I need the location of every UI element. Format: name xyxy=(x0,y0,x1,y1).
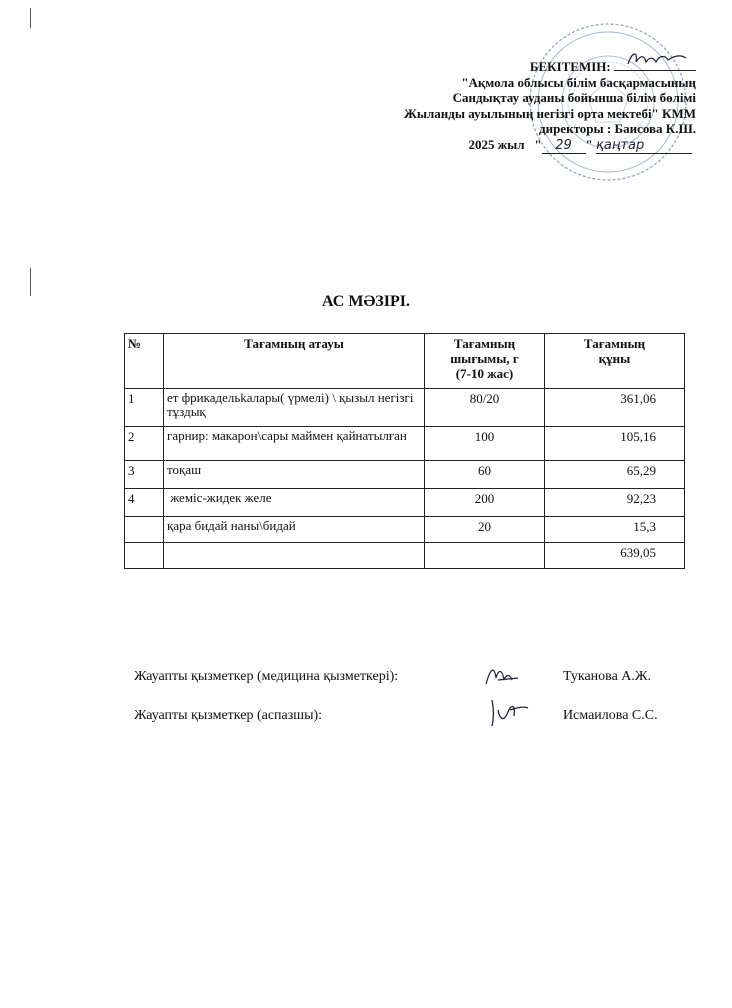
header-name: Тағамның атауы xyxy=(164,334,425,389)
row-name: жеміс-жидек желе xyxy=(164,489,425,517)
table-header-row xyxy=(125,334,685,389)
row-price: 92,23 xyxy=(545,489,685,517)
table-row xyxy=(125,427,685,461)
header-output-line2: шығымы, г xyxy=(450,351,519,366)
row-name: тоқаш xyxy=(164,461,425,489)
approval-heading: БЕКІТЕМІН: xyxy=(529,59,611,74)
approval-day: 29 xyxy=(542,138,586,155)
cook-label: Жауапты қызметкер (аспазшы): xyxy=(134,708,323,723)
scan-edge-mid xyxy=(30,268,31,296)
approval-heading-line xyxy=(276,58,696,75)
scan-edge-top xyxy=(30,8,31,28)
row-num: 2 xyxy=(125,427,164,461)
approval-date-line: 2025 жыл " 29 " қаңтар xyxy=(276,137,696,155)
header-num: № xyxy=(125,334,164,389)
header-output-line1: Тағамның xyxy=(453,336,516,351)
row-output: 60 xyxy=(425,461,545,489)
row-name: қара бидай наны\бидай xyxy=(164,517,425,543)
table-row xyxy=(125,489,685,517)
table-total-row xyxy=(125,543,685,569)
approval-line-3: Жыланды ауылының негізгі орта мектебі" КММ xyxy=(403,105,696,121)
medical-staff-label: Жауапты қызметкер (медицина қызметкері): xyxy=(134,669,399,684)
row-num: 3 xyxy=(125,461,164,489)
header-price-line2: құны xyxy=(598,351,631,366)
approval-line-2: Сандықтау ауданы бойынша білім бөлімі xyxy=(452,90,696,105)
row-price: 15,3 xyxy=(545,517,685,543)
approval-block xyxy=(276,58,696,154)
row-num xyxy=(125,517,164,543)
row-num: 4 xyxy=(125,489,164,517)
row-name: ет фрикадельkалары( үрмелі) \ қызыл негізгі тұздық xyxy=(164,389,425,427)
row-num: 1 xyxy=(125,389,164,427)
medical-staff-name: Туканова А.Ж. xyxy=(563,669,651,684)
row-output: 80/20 xyxy=(425,389,545,427)
menu-table xyxy=(124,333,685,569)
approval-month: қаңтар xyxy=(596,138,692,155)
approval-line-1: "Ақмола облысы білім басқармасының xyxy=(461,74,696,90)
table-row xyxy=(125,461,685,489)
page-title: АС МӘЗІРІ. xyxy=(322,293,410,310)
table-row xyxy=(125,517,685,543)
header-price xyxy=(545,334,685,389)
row-output: 100 xyxy=(425,427,545,461)
cook-name: Исмаилова С.С. xyxy=(563,708,658,723)
medical-staff-signature xyxy=(482,660,526,690)
row-price: 105,16 xyxy=(545,427,685,461)
table-row xyxy=(125,389,685,427)
row-price: 361,06 xyxy=(545,389,685,427)
cook-signature xyxy=(486,696,532,730)
header-price-line1: Тағамның xyxy=(583,336,646,351)
header-output-line3: (7-10 жас) xyxy=(455,366,514,381)
row-price: 65,29 xyxy=(545,461,685,489)
row-output: 200 xyxy=(425,489,545,517)
row-output: 20 xyxy=(425,517,545,543)
approval-line-4: директоры : Баисова К.Ш. xyxy=(539,121,696,136)
row-name: гарнир: макарон\сары маймен қайнатылған xyxy=(164,427,425,461)
header-output xyxy=(425,334,545,389)
director-signature-line xyxy=(614,58,696,71)
total-price: 639,05 xyxy=(545,543,685,569)
approval-year: 2025 жыл xyxy=(468,136,525,152)
director-signature xyxy=(622,48,704,70)
